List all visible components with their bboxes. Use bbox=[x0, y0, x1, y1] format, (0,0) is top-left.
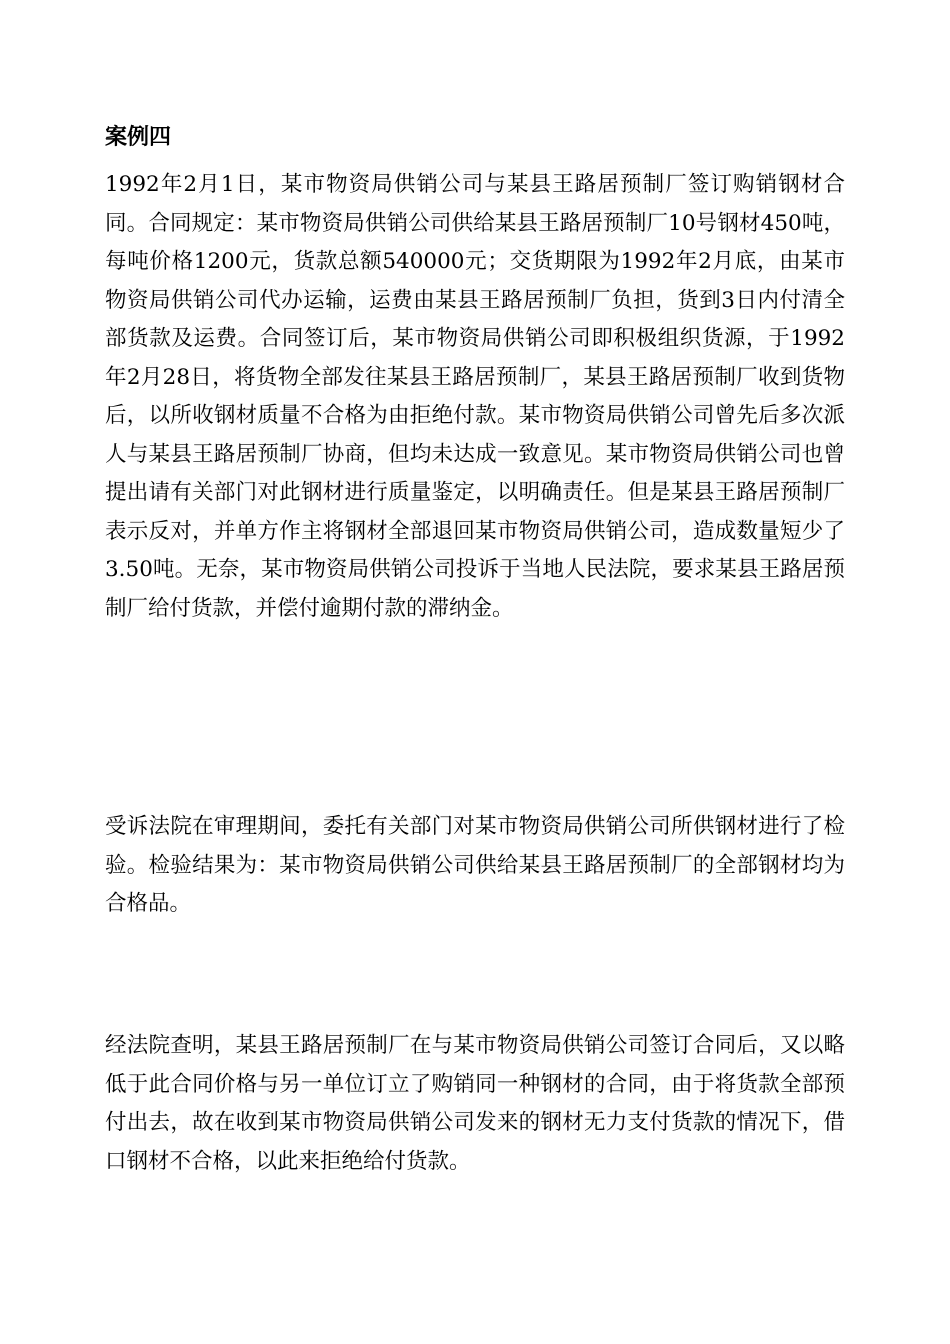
paragraph-court-findings: 经法院查明，某县王路居预制厂在与某市物资局供销公司签订合同后，又以略低于此合同价格与另一单位订立了购销同一种钢材的合同，由于将货款全部预付出去，故在收到某市物资局供销公司发来的钢材无力支付货款的情况下，借口钢材不合格，以此来拒绝给付货款。 bbox=[105, 1033, 845, 1174]
paragraph-case-facts: 1992年2月1日，某市物资局供销公司与某县王路居预制厂签订购销钢材合同。合同规定：某市物资局供销公司供给某县王路居预制厂10号钢材450吨，每吨价格1200元，货款总额540000元；交货期限为1992年2月底，由某市物资局供销公司代办运输，运费由某县王路居预制厂负担，货到3日内付清全部货款及运费。合同签订后，某市物资局供销公司即积极组织货源，于1992年2月28日，将货物全部发往某县王路居预制厂，某县王路居预制厂收到货物后，以所收钢材质量不合格为由拒绝付款。某市物资局供销公司曾先后多次派人与某县王路居预制厂协商，但均未达成一致意见。某市物资局供销公司也曾提出请有关部门对此钢材进行质量鉴定，以明确责任。但是某县王路居预制厂表示反对，并单方作主将钢材全部退回某市物资局供销公司，造成数量短少了3.50吨。无奈，某市物资局供销公司投诉于当地人民法院，要求某县王路居预制厂给付货款，并偿付逾期付款的滞纳金。 bbox=[105, 172, 845, 621]
paragraph-court-inspection: 受诉法院在审理期间，委托有关部门对某市物资局供销公司所供钢材进行了检验。检验结果为：某市物资局供销公司供给某县王路居预制厂的全部钢材均为合格品。 bbox=[105, 814, 845, 916]
case-title: 案例四 bbox=[105, 125, 172, 150]
